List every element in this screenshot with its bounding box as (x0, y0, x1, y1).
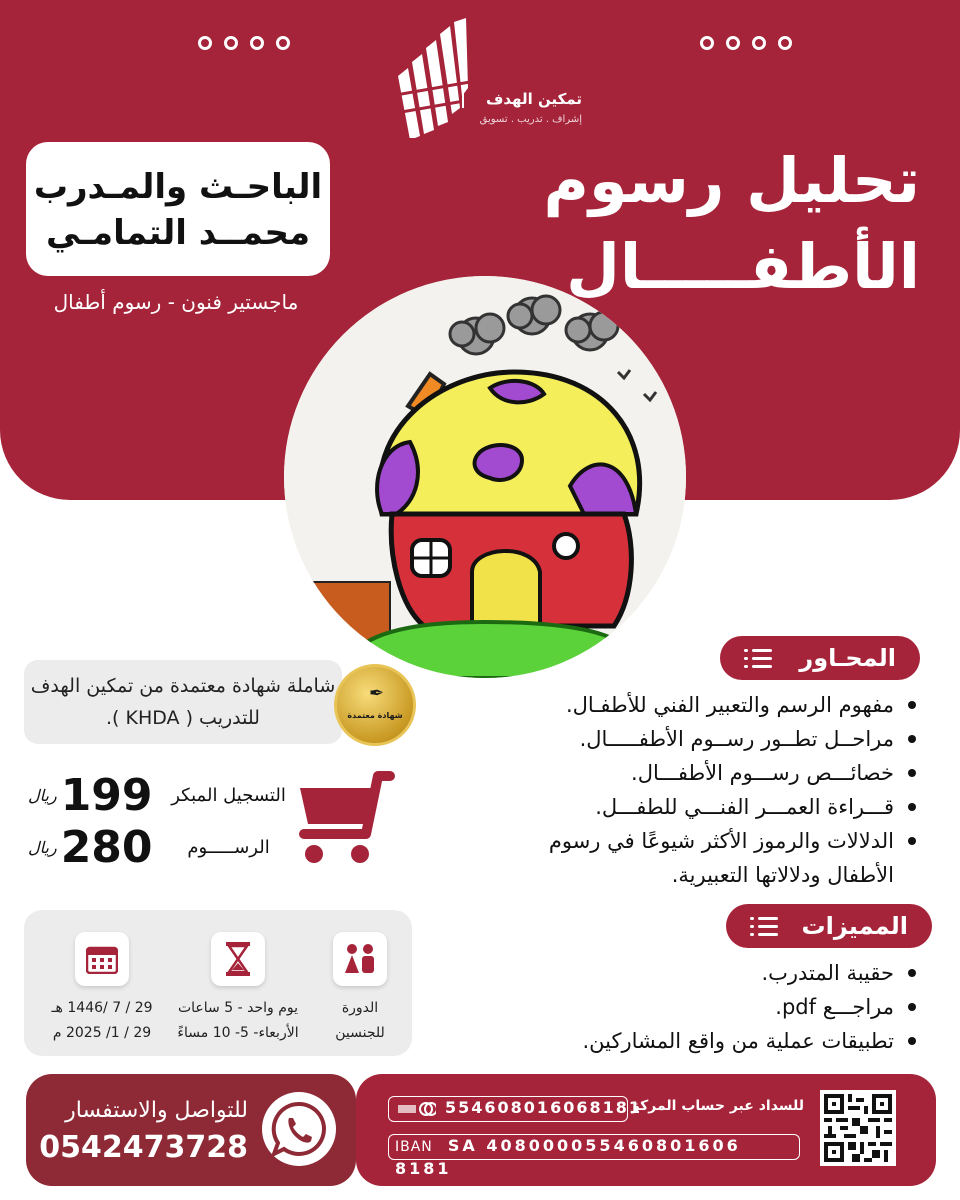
certificate-seal-icon (334, 664, 416, 746)
duration-line2: الأربعاء- 5- 10 مساءً (177, 1025, 299, 1041)
axes-item: خصائـــص رســـوم الأطفـــال. (500, 756, 920, 790)
seal-text: شهادة معتمدة (347, 711, 403, 720)
course-info-box (24, 910, 412, 1056)
decorative-dots-right (700, 36, 792, 50)
features-item: مراجـــع pdf. (500, 990, 920, 1024)
bank-logo-icon (396, 1100, 436, 1118)
iban-number[interactable] (388, 1134, 800, 1178)
audience-line1: الدورة (341, 1000, 379, 1016)
list-icon (750, 915, 778, 937)
features-item: تطبيقات عملية من واقع المشاركين. (500, 1024, 920, 1058)
iban-value: SA 408000055460801606 8181 (395, 1136, 741, 1178)
payment-label: للسداد عبر حساب المركز (631, 1098, 804, 1114)
brand-mark-icon (390, 18, 470, 138)
duration-info (164, 932, 312, 1046)
regular-price-value: 280 (60, 822, 153, 873)
contact-label: للتواصل والاستفسار (65, 1098, 248, 1123)
child-drawing-image (284, 276, 686, 678)
axes-item: الدلالات والرموز الأكثر شيوعًا في رسوم الأطفال ودلالاتها التعبيرية. (500, 824, 920, 892)
qr-code-icon[interactable] (820, 1090, 896, 1166)
duration-line1: يوم واحد - 5 ساعات (177, 1000, 299, 1016)
features-heading (726, 904, 932, 948)
trainer-degree: ماجستير فنون - رسوم أطفال (53, 290, 299, 314)
course-title-line1: تحليل رسوم (543, 144, 920, 217)
certificate-note: شاملة شهادة معتمدة من تمكين الهدف للتدريب ( KHDA ). (24, 660, 342, 744)
axes-heading-label: المحـاور (799, 644, 896, 672)
axes-item: مفهوم الرسم والتعبير الفني للأطفـال. (500, 688, 920, 722)
features-list (500, 956, 920, 1058)
brand-logo (390, 18, 590, 138)
decorative-dots-left (198, 36, 290, 50)
trainer-role: الباحـث والمـدرب (33, 167, 323, 207)
contact-box[interactable] (26, 1074, 356, 1186)
account-number-value: 554608016068181 (445, 1098, 642, 1117)
early-price-value: 199 (60, 770, 153, 821)
course-title-line2: الأطفـــــال (566, 230, 920, 303)
regular-price-label: الرســـــوم (187, 837, 270, 858)
features-heading-label: المميزات (801, 912, 908, 940)
date-gregorian: 29 / 1/ 2025 م (52, 1025, 152, 1041)
brand-tagline: إشراف . تدريب . تسويق (479, 114, 582, 125)
axes-item: مراحــل تطــور رســوم الأطفـــــال. (500, 722, 920, 756)
audience-info (320, 932, 400, 1046)
iban-label: IBAN (395, 1139, 433, 1155)
date-info (32, 932, 172, 1046)
axes-list (500, 688, 920, 892)
axes-heading (720, 636, 920, 680)
currency-label: ريال (28, 786, 57, 805)
regular-price-row (28, 822, 295, 873)
currency-label: ريال (28, 838, 57, 857)
calendar-icon (75, 932, 129, 986)
brand-name: تمكين الهدف (462, 90, 582, 108)
people-icon (333, 932, 387, 986)
list-icon (744, 647, 772, 669)
axes-item: قـــراءة العمـــر الفنـــي للطفـــل. (500, 790, 920, 824)
trainer-name: محمــد التمامـي (46, 213, 310, 253)
whatsapp-icon[interactable] (262, 1092, 336, 1166)
course-title (540, 138, 920, 310)
hourglass-icon (211, 932, 265, 986)
quill-icon: ✒ (369, 683, 385, 704)
features-item: حقيبة المتدرب. (500, 956, 920, 990)
mushroom-house-illustration (284, 276, 686, 678)
early-price-row (28, 770, 295, 821)
trainer-card (26, 142, 330, 276)
early-price-label: التسجيل المبكر (171, 785, 286, 806)
contact-phone[interactable]: 0542473728 (39, 1130, 248, 1165)
payment-box (356, 1074, 936, 1186)
audience-line2: للجنسين (335, 1025, 385, 1041)
date-hijri: 29 / 7 /1446 هـ (51, 1000, 153, 1016)
shopping-cart-icon (286, 768, 406, 868)
